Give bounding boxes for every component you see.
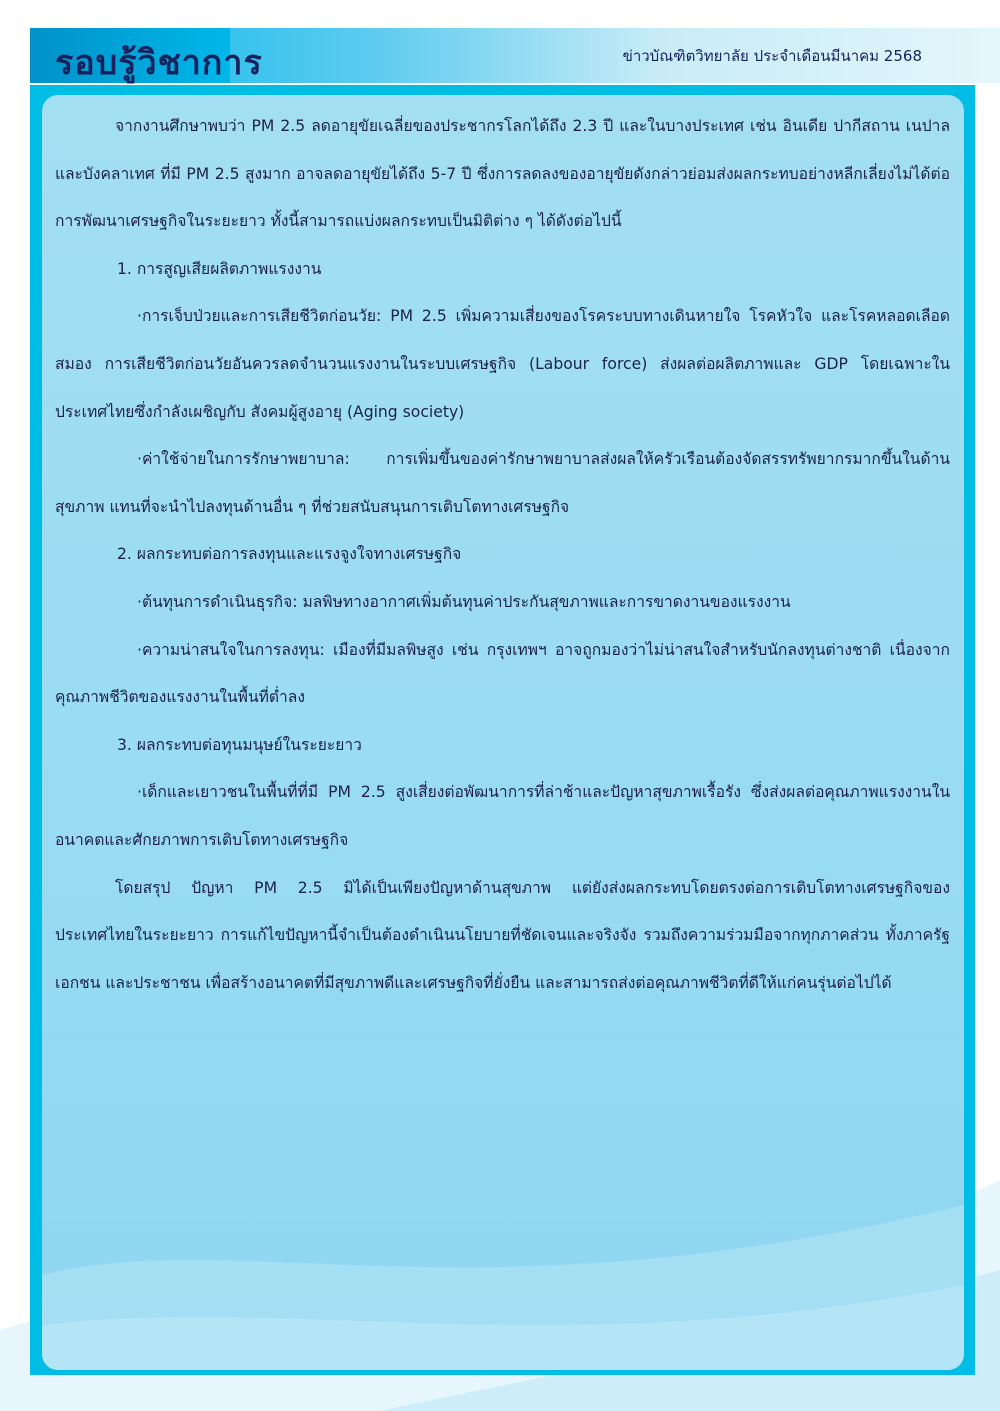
bullet-paragraph: ·เด็กและเยาวชนในพื้นที่ที่มี PM 2.5 สูงเสี่ยงต่อพัฒนาการที่ล่าช้าและปัญหาสุขภาพเรื้อรัง ซึ่งส่งผลต่อคุณภาพแรงงานในอนาคตและศักยภาพการเติบโตทางเศรษฐกิจ xyxy=(55,783,950,849)
section-heading-3: 3. ผลกระทบต่อทุนมนุษย์ในระยะยาว xyxy=(117,735,362,754)
section-heading-2: 2. ผลกระทบต่อการลงทุนและแรงจูงใจทางเศรษฐกิจ xyxy=(117,545,462,564)
bullet-paragraph: ·ความน่าสนใจในการลงทุน: เมืองที่มีมลพิษสูง เช่น กรุงเทพฯ อาจถูกมองว่าไม่น่าสนใจสำหรับนักลงทุนต่างชาติ เนื่องจากคุณภาพชีวิตของแรงงานในพื้นที่ต่ำลง xyxy=(55,640,950,707)
bullet-paragraph: ·ต้นทุนการดำเนินธุรกิจ: มลพิษทางอากาศเพิ่มต้นทุนค่าประกันสุขภาพและการขาดงานของแรงงาน xyxy=(137,592,791,611)
intro-paragraph: จากงานศึกษาพบว่า PM 2.5 ลดอายุขัยเฉลี่ยของประชากรโลกได้ถึง 2.3 ปี และในบางประเทศ เช่น อินเดีย ปากีสถาน เนปาล และบังคลาเทศ ที่มี PM 2.5 สูงมาก อาจลดอายุขัยได้ถึง 5-7 ปี ซึ่งการลดลงของอายุขัยดังกล่าวย่อมส่งผลกระทบอย่างหลีกเลี่ยงไม่ได้ต่อการพัฒนาเศรษฐกิจในระยะยาว ทั้งนี้สามารถแบ่งผลกระทบเป็นมิติต่าง ๆ ได้ดังต่อไปนี้ xyxy=(55,117,950,231)
section-heading-1: 1. การสูญเสียผลิตภาพแรงงาน xyxy=(117,259,322,278)
article-body xyxy=(55,103,950,1007)
bullet-paragraph: ·การเจ็บป่วยและการเสียชีวิตก่อนวัย: PM 2.5 เพิ่มความเสี่ยงของโรคระบบทางเดินหายใจ โรคหัวใจ และโรคหลอดเลือดสมอง การเสียชีวิตก่อนวัยอันควรลดจำนวนแรงงานในระบบเศรษฐกิจ (Labour force) ส่งผลต่อผลิตภาพและ GDP โดยเฉพาะในประเทศไทยซึ่งกำลังเผชิญกับ สังคมผู้สูงอายุ (Aging society) xyxy=(55,307,950,421)
section-title: รอบรู้วิชาการ xyxy=(55,43,263,83)
conclusion-paragraph: โดยสรุป ปัญหา PM 2.5 มิได้เป็นเพียงปัญหาด้านสุขภาพ แต่ยังส่งผลกระทบโดยตรงต่อการเติบโตทางเศรษฐกิจของประเทศไทยในระยะยาว การแก้ไขปัญหานี้จำเป็นต้องดำเนินนโยบายที่ชัดเจนและจริงจัง รวมถึงความร่วมมือจากทุกภาคส่วน ทั้งภาครัฐ เอกชน และประชาชน เพื่อสร้างอนาคตที่มีสุขภาพดีและเศรษฐกิจที่ยั่งยืน และสามารถส่งต่อคุณภาพชีวิตที่ดีให้แก่คนรุ่นต่อไปได้ xyxy=(55,878,950,992)
bullet-paragraph: ·ค่าใช้จ่ายในการรักษาพยาบาล: การเพิ่มขึ้นของค่ารักษาพยาบาลส่งผลให้ครัวเรือนต้องจัดสรรทรัพยากรมากขึ้นในด้านสุขภาพ แทนที่จะนำไปลงทุนด้านอื่น ๆ ที่ช่วยสนับสนุนการเติบโตทางเศรษฐกิจ xyxy=(55,450,950,516)
newsletter-issue-label: ข่าวบัณฑิตวิทยาลัย ประจำเดือนมีนาคม 2568 xyxy=(622,47,922,65)
